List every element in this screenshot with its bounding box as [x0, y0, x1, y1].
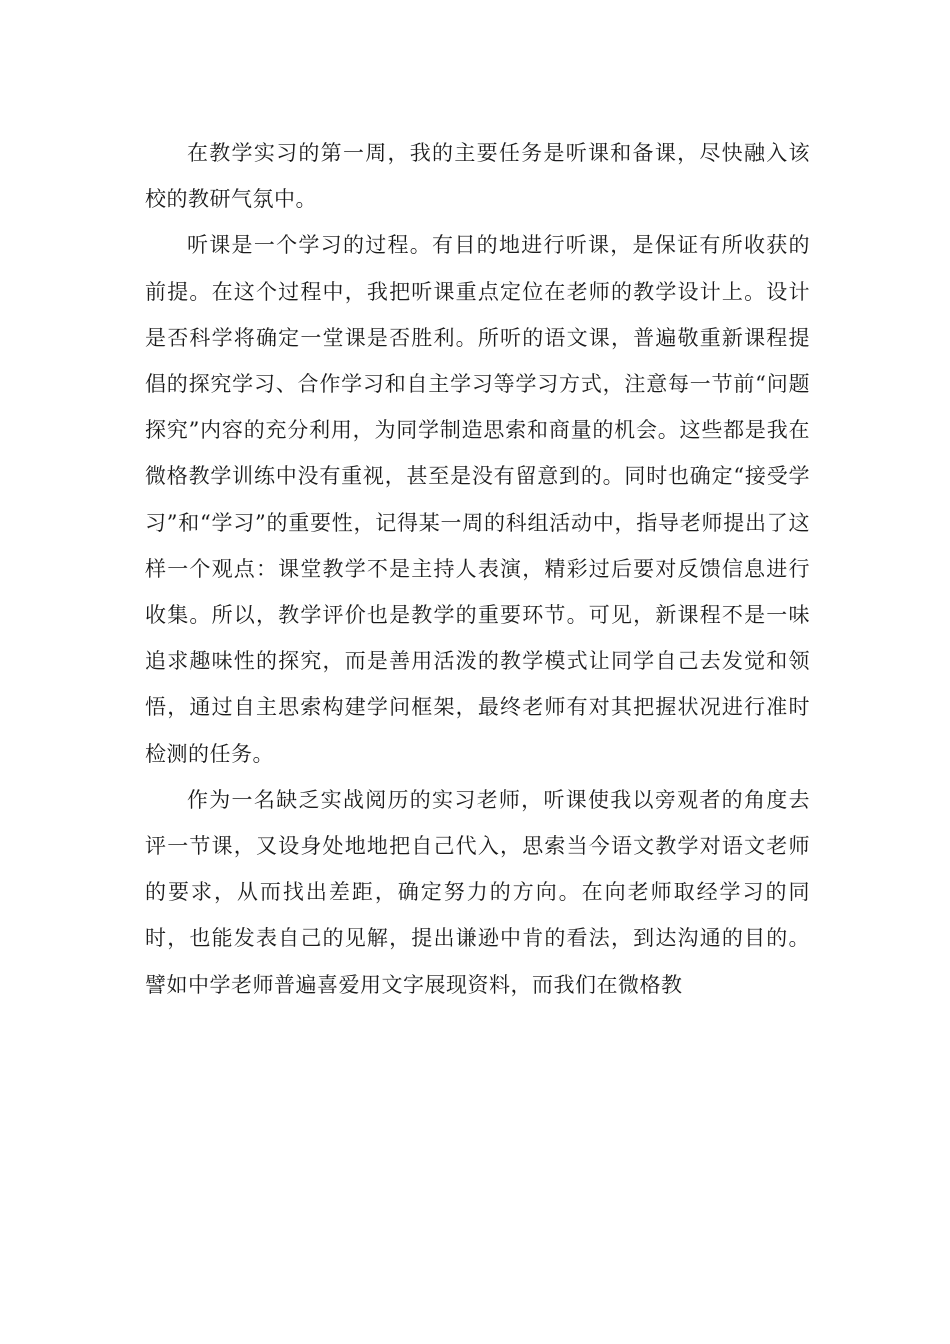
paragraph-3: 作为一名缺乏实战阅历的实习老师，听课使我以旁观者的角度去评一节课，又设身处地地把自己代入，思索当今语文教学对语文老师的要求，从而找出差距，确定努力的方向。在向老师取经学习的同时，也能发表自己的见解，提出谦逊中肯的看法，到达沟通的目的。譬如中学老师普遍喜爱用文字展现资料，而我们在微格教	[145, 787, 810, 997]
paragraph-2: 听课是一个学习的过程。有目的地进行听课，是保证有所收获的前提。在这个过程中，我把听课重点定位在老师的教学设计上。设计是否科学将确定一堂课是否胜利。所听的语文课，普遍敬重新课程提倡的探究学习、合作学习和自主学习等学习方式，注意每一节前“问题探究”内容的充分利用，为同学制造思索和商量的机会。这些都是我在微格教学训练中没有重视，甚至是没有留意到的。同时也确定“接受学习”和“学习”的重要性，记得某一周的科组活动中，指导老师提出了这样一个观点：课堂教学不是主持人表演，精彩过后要对反馈信息进行收集。所以，教学评价也是教学的重要环节。可见，新课程不是一味追求趣味性的探究，而是善用活泼的教学模式让同学自己去发觉和领悟，通过自主思索构建学问框架，最终老师有对其把握状况进行准时检测的任务。	[145, 233, 810, 766]
document-body	[145, 130, 810, 1008]
paragraph-1: 在教学实习的第一周，我的主要任务是听课和备课，尽快融入该校的教研气氛中。	[145, 141, 810, 212]
